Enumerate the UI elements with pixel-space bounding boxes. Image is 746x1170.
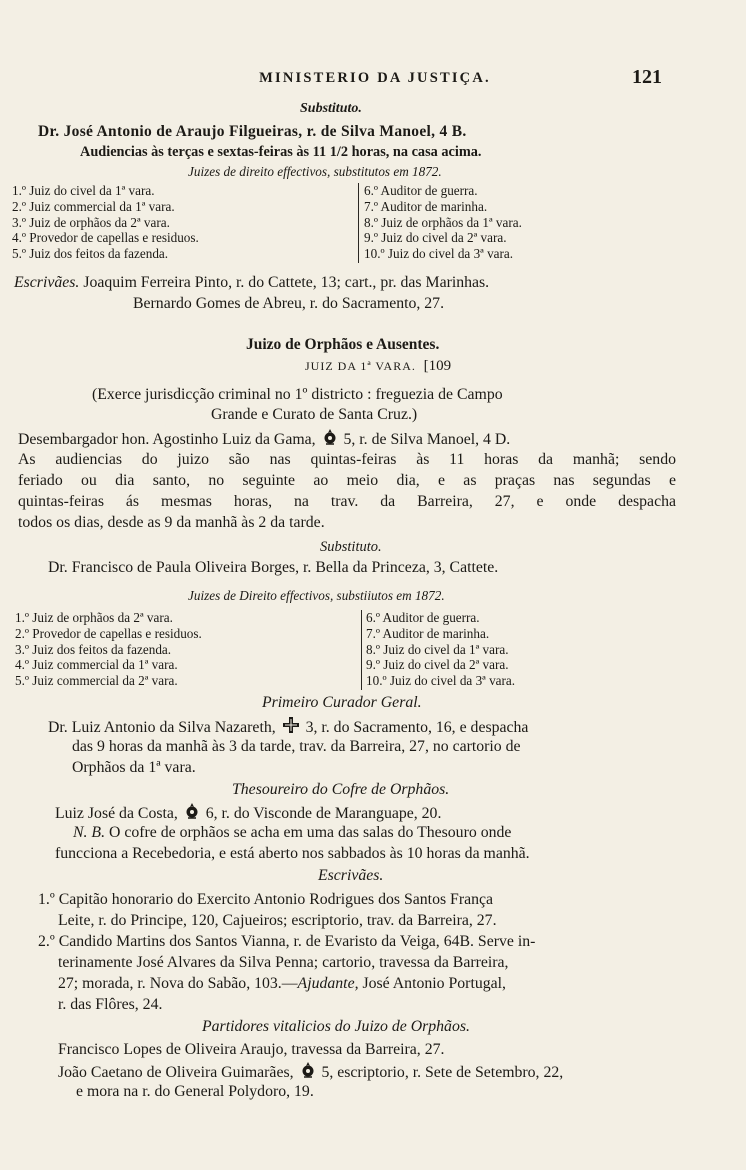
escrivaes-text: Joaquim Ferreira Pinto, r. do Cattete, 13; cart., pr. das Marinhas. [83,274,490,291]
juizes-right-list-2 [366,610,515,689]
column-divider-2 [361,610,362,690]
curador-address: 3, r. do Sacramento, 16, e despacha [305,719,529,736]
column-divider [358,183,359,263]
list-item: 7.º Auditor de marinha. [364,198,488,214]
list-item: 1.º Juiz do civel da 1ª vara. [12,183,155,198]
partidor-2-name: João Caetano de Oliveira Guimarães, [58,1064,294,1081]
section-title: Juizo de Orphãos e Ausentes. [246,336,440,353]
thesoureiro-address: 6, r. do Visconde de Maranguape, 20. [205,805,442,822]
escrivao-2-line-1: 2.º Candido Martins dos Santos Vianna, r. de Evaristo da Veiga, 64B. Serve in- [38,933,536,950]
substituto-heading-2: Substituto. [320,539,382,555]
juizes-left-list-2 [15,610,202,689]
curador-line-1 [48,716,528,738]
partidor-2-address: 5, escriptorio, r. Sete de Setembro, 22, [321,1064,564,1081]
ajudante-name: José Antonio Portugal, [362,975,506,992]
audiencias-para-4: todos os dias, desde as 9 da manhã às 2 da tarde. [18,514,325,531]
ajudante-label: Ajudante, [297,975,359,992]
running-header: MINISTERIO DA JUSTIÇA. [259,70,491,86]
list-item: 5.º Juiz dos feitos da fazenda. [12,246,169,262]
curador-line-3: Orphãos da 1ª vara. [72,759,196,776]
thesoureiro-heading: Thesoureiro do Cofre de Orphãos. [232,781,450,798]
list-item: 8.º Juiz de orphãos da 1ª vara. [364,214,522,230]
partidor-2-line-1 [58,1061,563,1083]
juizes-heading: Juizes de direito effectivos, substitutos em 1872. [188,164,442,179]
escrivaes-label: Escrivães. [14,274,80,291]
audiencias-para-1: As audiencias do juizo são nas quintas-feiras às 11 horas da manhã; sendo [18,451,676,468]
list-item: 3.º Juiz dos feitos da fazenda. [15,641,172,657]
section-subtitle [305,358,451,375]
list-item: 1.º Juiz de orphãos da 2ª vara. [15,610,173,625]
list-item: 4.º Provedor de capellas e residuos. [12,230,199,246]
partidores-heading: Partidores vitalicios do Juizo de Orphãos. [202,1018,470,1035]
nb-text: O cofre de orphãos se acha em uma das salas do Thesouro onde [109,824,512,841]
substituto-entry-2: Dr. Francisco de Paula Oliveira Borges, r. Bella da Princeza, 3, Cattete. [48,559,499,576]
thesoureiro-entry [55,802,441,824]
page-number: 121 [632,66,662,88]
substituto-entry: Dr. José Antonio de Araujo Filgueiras, r. de Silva Manoel, 4 B. [38,123,467,140]
curador-name: Dr. Luiz Antonio da Silva Nazareth, [48,719,276,736]
list-item: 7.º Auditor de marinha. [366,625,490,641]
escrivao-2-line-2: terinamente José Alvares da Silva Penna; cartorio, travessa da Barreira, [58,954,509,971]
juizes-right-list [364,183,522,262]
list-item: 2.º Juiz commercial da 1ª vara. [12,198,175,214]
list-item: 9.º Juiz do civel da 2ª vara. [366,657,509,673]
audiencias-para-2: feriado ou dia santo, no seguinte ao meio dia, e as praças nas segundas e [18,472,676,489]
list-item: 4.º Juiz commercial da 1ª vara. [15,657,178,673]
list-item: 6.º Auditor de guerra. [366,610,480,625]
desembargador-name: Desembargador hon. Agostinho Luiz da Gama, [18,431,316,448]
subtitle-ref: [109 [423,358,452,374]
curador-line-2: das 9 horas da manhã às 3 da tarde, trav. da Barreira, 27, no cartorio de [72,738,521,755]
list-item: 3.º Juiz de orphãos da 2ª vara. [12,214,170,230]
list-item: 10.º Juiz do civel da 3ª vara. [366,673,516,689]
escrivao-2-line-4: r. das Flôres, 24. [58,996,163,1013]
audiencias-entry: Audiencias às terças e sextas-feiras às 11 1/2 horas, na casa acima. [80,144,482,160]
order-rose-icon [184,802,200,820]
partidor-2-line-2: e mora na r. do General Polydoro, 19. [76,1083,314,1100]
thesoureiro-name: Luiz José da Costa, [55,805,178,822]
desembargador-address: 5, r. de Silva Manoel, 4 D. [343,431,511,448]
curador-heading: Primeiro Curador Geral. [262,694,422,711]
escrivao-1-line-2: Leite, r. do Principe, 120, Cajueiros; escriptorio, trav. da Barreira, 27. [58,912,497,929]
escrivaes-heading: Escrivães. [318,867,384,884]
list-item: 5.º Juiz commercial da 2ª vara. [15,673,178,689]
nb-label: N. B. [73,824,106,841]
list-item: 10.º Juiz do civel da 3ª vara. [364,246,514,262]
juizes-heading-2: Juizes de Direito effectivos, substiiutos em 1872. [188,588,445,603]
list-item: 9.º Juiz do civel da 2ª vara. [364,230,507,246]
desembargador-entry [18,428,510,450]
subtitle-text: JUIZ DA 1ª VARA. [305,359,416,373]
escrivao-2-address: 27; morada, r. Nova do Sabão, 103.— [58,975,298,992]
audiencias-para-3: quintas-feiras ás mesmas horas, na trav. da Barreira, 27, e onde despacha [18,493,676,510]
exerce-line-2: Grande e Curato de Santa Cruz.) [211,406,418,423]
substituto-heading: Substituto. [300,101,362,116]
order-rose-icon [300,1061,316,1079]
order-cross-icon [282,716,300,734]
escrivao-1-line-1: 1.º Capitão honorario do Exercito Antonio Rodrigues dos Santos França [38,891,494,908]
nb-line-1 [73,823,685,843]
exerce-line-1: (Exerce jurisdicção criminal no 1º districto : freguezia de Campo [92,386,503,403]
list-item: 6.º Auditor de guerra. [364,183,478,198]
partidor-1: Francisco Lopes de Oliveira Araujo, travessa da Barreira, 27. [58,1041,445,1058]
escrivaes-entry-1 [14,273,489,293]
escrivaes-entry-2: Bernardo Gomes de Abreu, r. do Sacramento, 27. [133,295,445,312]
nb-line-2: funcciona a Recebedoria, e está aberto nos sabbados às 10 horas da manhã. [55,845,530,862]
escrivao-2-line-3 [58,974,506,994]
order-rose-icon [322,428,338,446]
list-item: 8.º Juiz do civel da 1ª vara. [366,641,509,657]
juizes-left-list [12,183,199,262]
list-item: 2.º Provedor de capellas e residuos. [15,625,202,641]
